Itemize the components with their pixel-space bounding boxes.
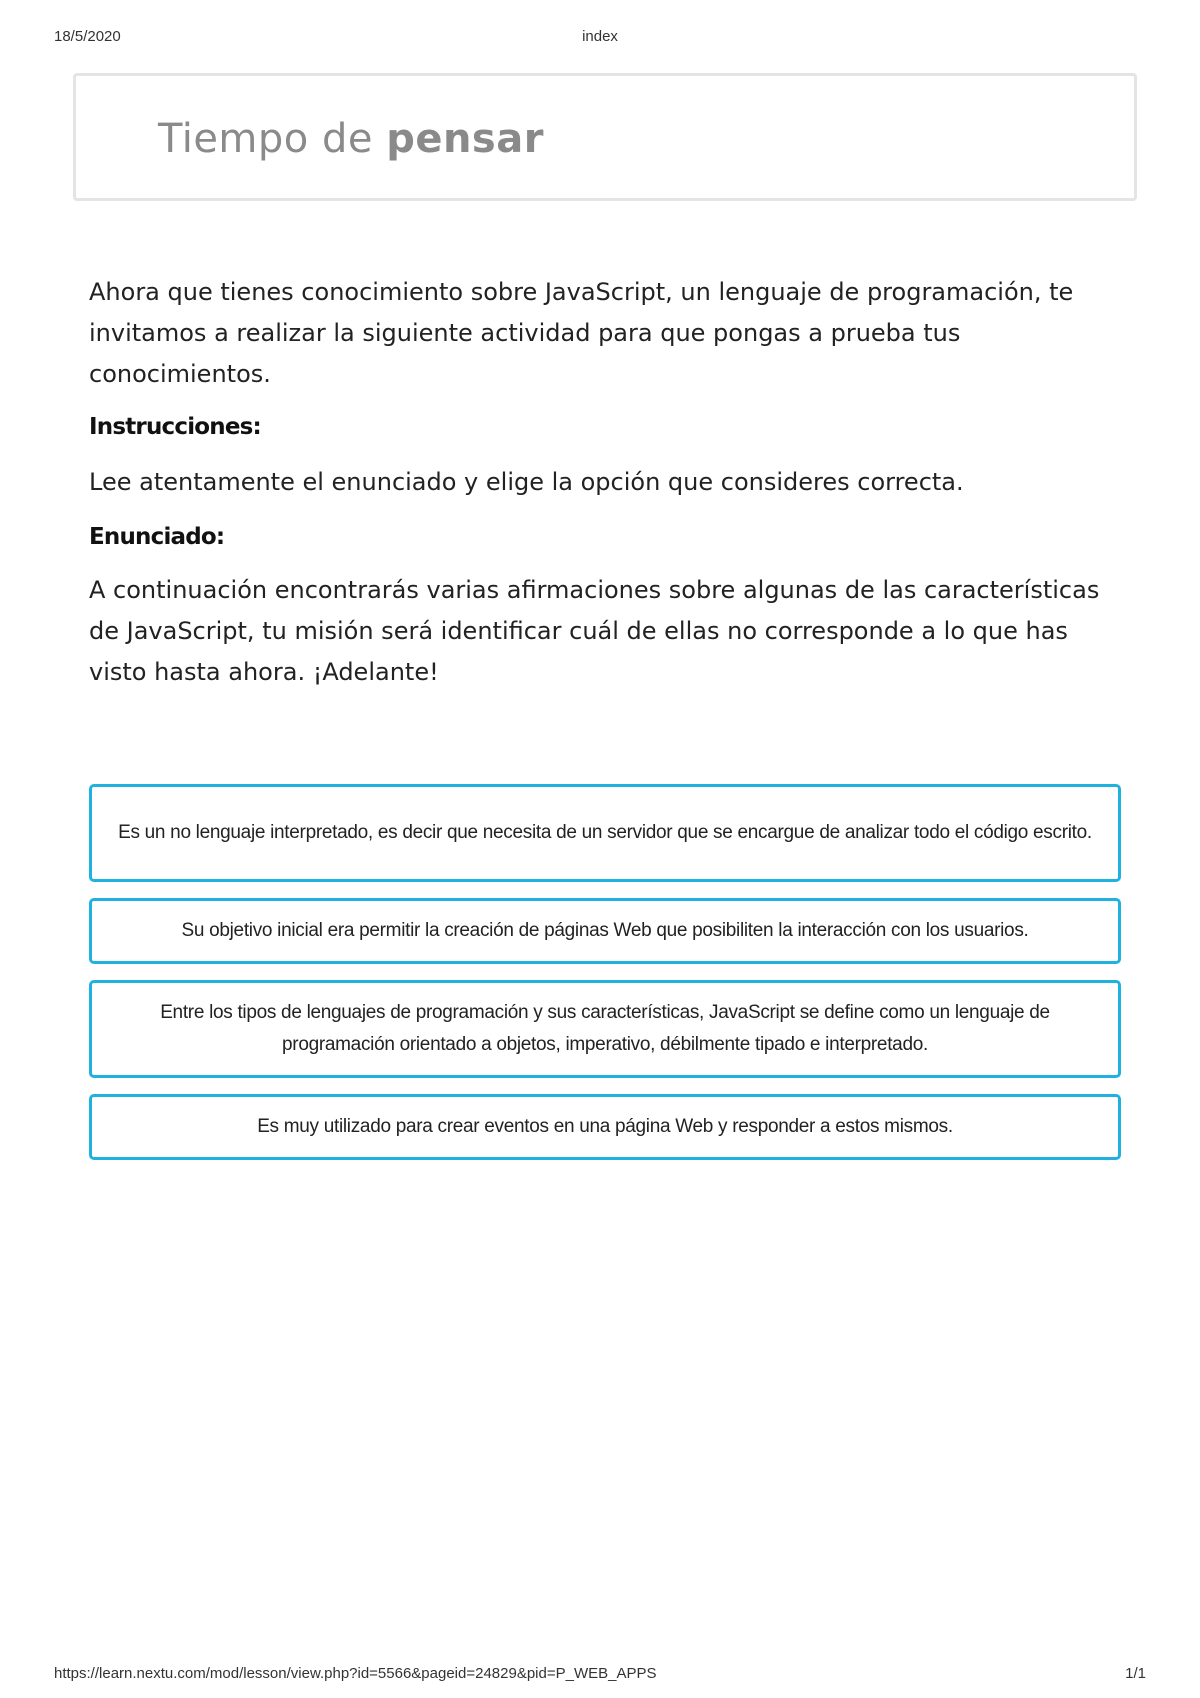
instructions-text: Lee atentamente el enunciado y elige la opción que consideres correcta. bbox=[89, 468, 964, 496]
answer-option-3[interactable] bbox=[89, 980, 1121, 1078]
answer-option-text: Entre los tipos de lenguajes de programación y sus características, JavaScript se define como un lenguaje de programación orientado a objetos, imperativo, débilmente tipado e interpretado. bbox=[160, 1002, 1050, 1055]
answer-option-2[interactable] bbox=[89, 898, 1121, 964]
print-page-title: index bbox=[582, 28, 618, 45]
page-title-light: Tiempo de bbox=[158, 116, 387, 162]
statement-label: Enunciado: bbox=[89, 524, 225, 550]
answer-option-text: Su objetivo inicial era permitir la creación de páginas Web que posibiliten la interacción con los usuarios. bbox=[181, 920, 1029, 941]
statement-text: A continuación encontrarás varias afirmaciones sobre algunas de las características de JavaScript, tu misión será identificar cuál de ellas no corresponde a lo que has visto hasta ahora. ¡Adelante! bbox=[89, 576, 1100, 686]
print-footer bbox=[54, 1665, 1146, 1685]
answer-option-4[interactable] bbox=[89, 1094, 1121, 1160]
print-date: 18/5/2020 bbox=[54, 28, 121, 45]
print-header bbox=[54, 28, 1146, 48]
instructions-label: Instrucciones: bbox=[89, 414, 261, 440]
page-title bbox=[158, 116, 544, 162]
answer-option-text: Es muy utilizado para crear eventos en una página Web y responder a estos mismos. bbox=[257, 1116, 953, 1137]
answer-option-1[interactable] bbox=[89, 784, 1121, 882]
answer-option-text: Es un no lenguaje interpretado, es decir que necesita de un servidor que se encargue de analizar todo el código escrito. bbox=[118, 822, 1092, 843]
page-title-bold: pensar bbox=[386, 116, 544, 162]
title-card bbox=[73, 73, 1137, 201]
lesson-content bbox=[89, 272, 1129, 693]
intro-paragraph: Ahora que tienes conocimiento sobre JavaScript, un lenguaje de programación, te invitamos a realizar la siguiente actividad para que pongas a prueba tus conocimientos. bbox=[89, 278, 1074, 388]
print-url: https://learn.nextu.com/mod/lesson/view.php?id=5566&pageid=24829&pid=P_WEB_APPS bbox=[54, 1665, 657, 1682]
answer-options bbox=[89, 784, 1121, 1176]
print-page-number: 1/1 bbox=[1125, 1665, 1146, 1682]
